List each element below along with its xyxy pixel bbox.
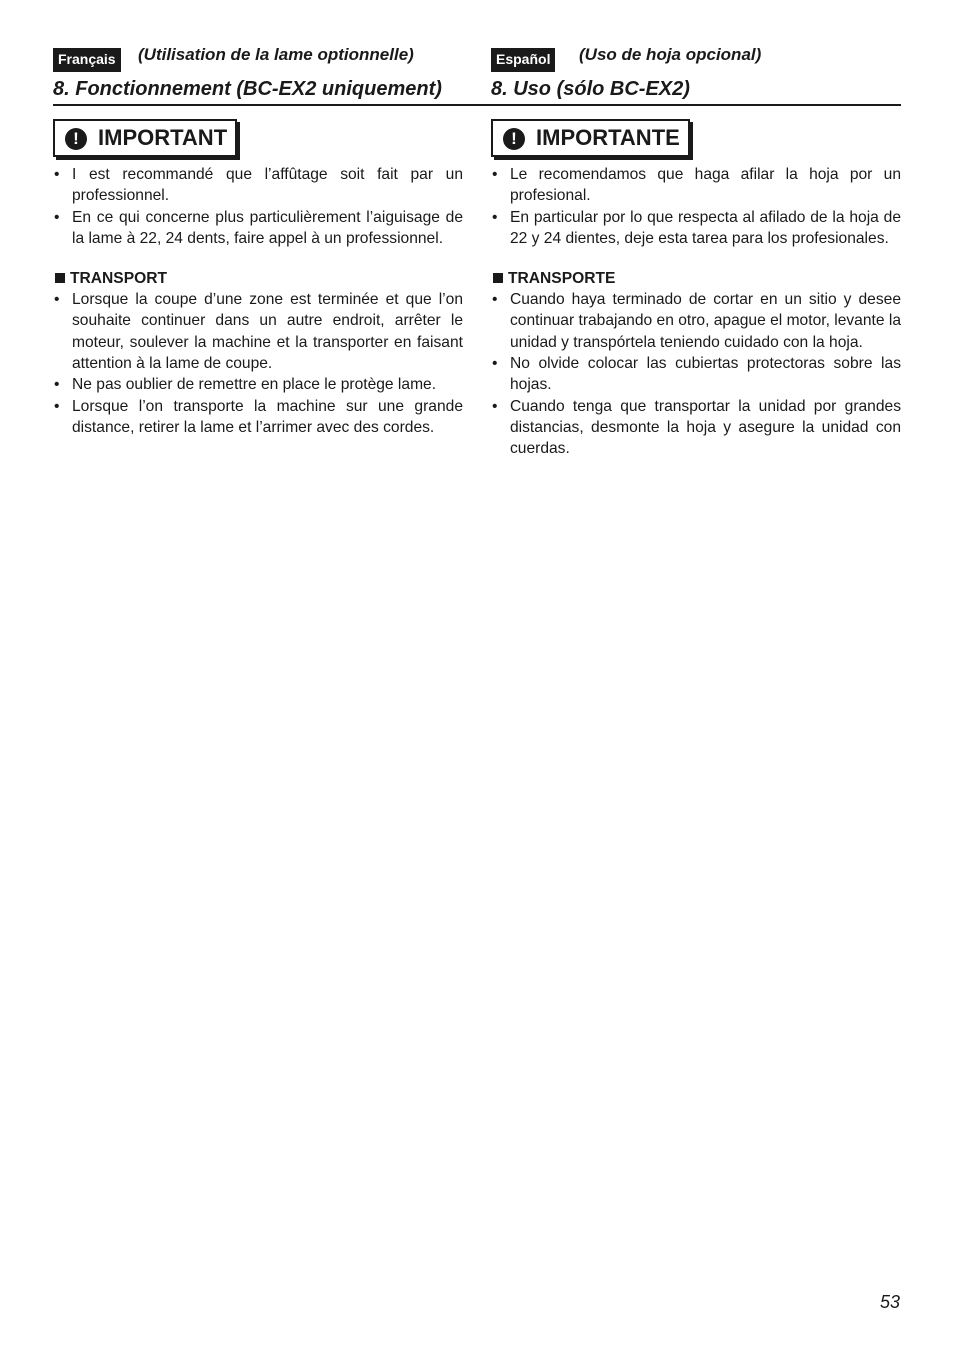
list-item: • Lorsque la coupe d’une zone est terminée et que l’on souhaite continuer dans un autre endroit, arrêter le moteur, soulever la machine et la transporter en faisant attention à la lame de coupe.: [53, 289, 463, 374]
french-transport-list: [53, 289, 463, 438]
important-label-french: IMPORTANT: [98, 125, 228, 150]
list-item: • Cuando tenga que transportar la unidad por grandes distancias, desmonte la hoja y asegure la unidad con cuerdas.: [491, 396, 901, 460]
square-bullet-icon: [55, 273, 65, 283]
page-number: 53: [879, 1292, 900, 1312]
french-header: [53, 44, 463, 74]
square-bullet-icon: [493, 273, 503, 283]
list-item: • No olvide colocar las cubiertas protectoras sobre las hojas.: [491, 353, 901, 396]
list-item: • Le recomendamos que haga afilar la hoja por un profesional.: [491, 164, 901, 207]
spanish-subtitle: (Uso de hoja opcional): [579, 45, 762, 64]
list-item: • Cuando haya terminado de cortar en un sitio y desee continuar trabajando en otro, apague el motor, levante la unidad y transpórtela teniendo cuidado con la hoja.: [491, 289, 901, 353]
language-badge-french: Français: [53, 48, 121, 72]
spanish-column: [491, 44, 901, 460]
exclamation-icon: !: [503, 128, 525, 150]
spanish-important-list: [491, 164, 901, 249]
french-transport-heading: [53, 268, 463, 289]
list-item: • En particular por lo que respecta al afilado de la hoja de 22 y 24 dientes, deje esta tarea para los profesionales.: [491, 207, 901, 250]
transport-heading-label: TRANSPORT: [70, 270, 168, 288]
list-item: • Lorsque l’on transporte la machine sur une grande distance, retirer la lame et l’arrimer avec des cordes.: [53, 396, 463, 439]
french-important-list: [53, 164, 463, 249]
french-subtitle: (Utilisation de la lame optionnelle): [138, 45, 414, 64]
list-item: • Ne pas oublier de remettre en place le protège lame.: [53, 374, 463, 395]
french-section-title: 8. Fonctionnement (BC-EX2 uniquement): [53, 78, 442, 100]
important-label-spanish: IMPORTANTE: [536, 125, 680, 150]
list-item: • I est recommandé que l’affûtage soit fait par un professionnel.: [53, 164, 463, 207]
important-notice-spanish: [491, 119, 690, 157]
spanish-section-title: 8. Uso (sólo BC-EX2): [491, 78, 690, 100]
spanish-header: [491, 44, 901, 74]
important-notice-french: [53, 119, 237, 157]
header-divider: [53, 104, 901, 106]
spanish-transport-list: [491, 289, 901, 459]
language-badge-spanish: Español: [491, 48, 555, 72]
list-item: • En ce qui concerne plus particulièrement l’aiguisage de la lame à 22, 24 dents, faire appel à un professionnel.: [53, 207, 463, 250]
transport-heading-label: TRANSPORTE: [508, 270, 616, 288]
spanish-transport-heading: [491, 268, 901, 289]
exclamation-icon: !: [65, 128, 87, 150]
